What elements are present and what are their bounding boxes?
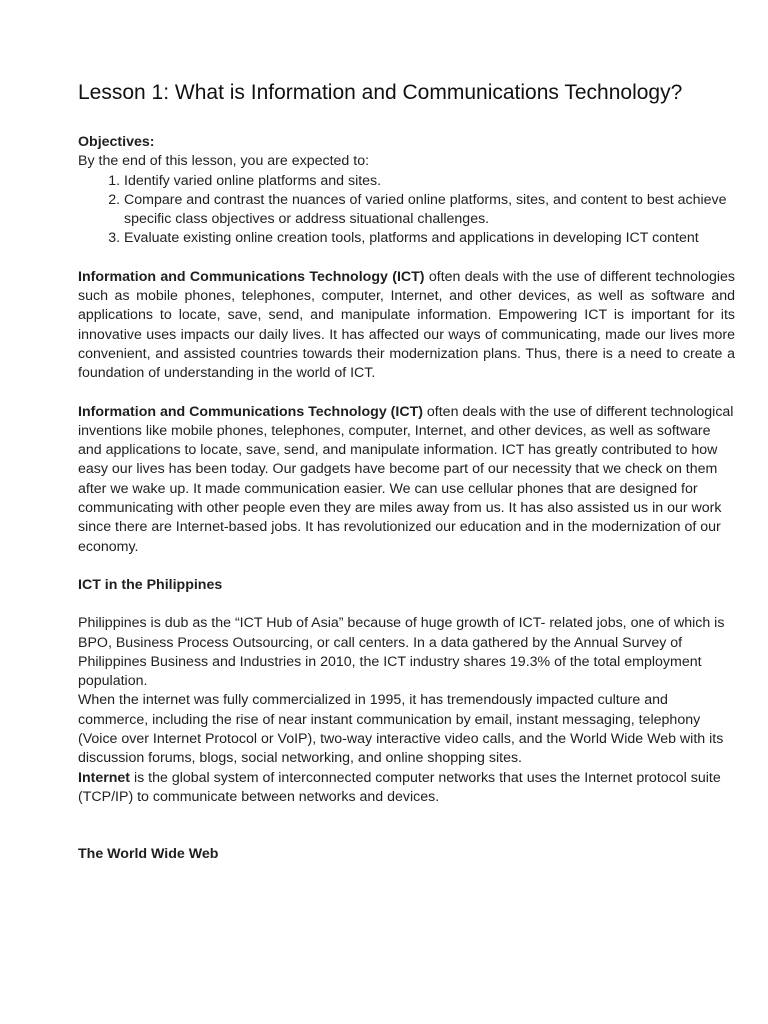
section-heading-philippines: ICT in the Philippines — [78, 576, 223, 593]
internet-history-paragraph: When the internet was fully commercialized in 1995, it has tremendously impacted culture and commerce, including the rise of near instant communication by email, instant messaging, telephony (Voice over Internet Protocol or VoIP), two-way interactive video calls, and the World Wide Web with its discussion forums, blogs, social networking, and online shopping sites. — [78, 692, 724, 767]
objectives-heading: Objectives: — [78, 134, 155, 150]
paragraph-text: often deals with the use of different technologies such as mobile phones, telephones, computer, Internet, and other devices, as well as software and applications to locate, save, send, and manipulate information. Empowering ICT is important for its innovative uses impacts our daily lives. It has affected our ways of communicating, made our lives more convenient, and assisted countries towards their modernization plans. Thus, there is a need to create a foundation of understanding in the world of ICT. — [78, 268, 735, 382]
objective-item: 3. Evaluate existing online creation tools, platforms and applications in developing ICT content — [124, 229, 735, 248]
objective-item: 2. Compare and contrast the nuances of varied online platforms, sites, and content to best achieve specific class objectives or address situational challenges. — [124, 191, 735, 230]
objectives-list — [78, 172, 735, 249]
lesson-title: Lesson 1: What is Information and Communications Technology? — [78, 81, 683, 104]
internet-definition-paragraph — [78, 769, 735, 808]
paragraph-text: is the global system of interconnected computer networks that uses the Internet protocol suite (TCP/IP) to communicate between networks and devices. — [78, 769, 721, 805]
ict-definition-paragraph — [78, 268, 735, 384]
paragraph-text: often deals with the use of different technological inventions like mobile phones, telephones, computer, Internet, and other devices, as well as software and applications to locate, save, send, and manipulate information. ICT has greatly contributed to how easy our lives has been today. Our gadgets have become part of our necessity that we check on them after we wake up. It made communication easier. We can use cellular phones that are designed for communicating with other people even they are miles away from us. It has also assisted us in our work since there are Internet-based jobs. It has revolutionized our education and in the modernization of our economy. — [78, 403, 734, 555]
section-heading-www: The World Wide Web — [78, 846, 219, 863]
internet-term: Internet — [78, 769, 131, 786]
philippines-paragraph: Philippines is dub as the “ICT Hub of Asia” because of huge growth of ICT- related jobs, one of which is BPO, Business Process Outsourcing, or call centers. In a data gathered by the Annual Survey of Philippines Business and Industries in 2010, the ICT industry shares 19.3% of the total employment population. — [78, 615, 725, 690]
objectives-intro: By the end of this lesson, you are expected to: — [78, 153, 370, 170]
objective-item: 1. Identify varied online platforms and sites. — [124, 172, 735, 191]
ict-term: Information and Communications Technology (ICT) — [78, 403, 423, 420]
ict-inventions-paragraph — [78, 403, 735, 557]
ict-term: Information and Communications Technology (ICT) — [78, 268, 425, 285]
